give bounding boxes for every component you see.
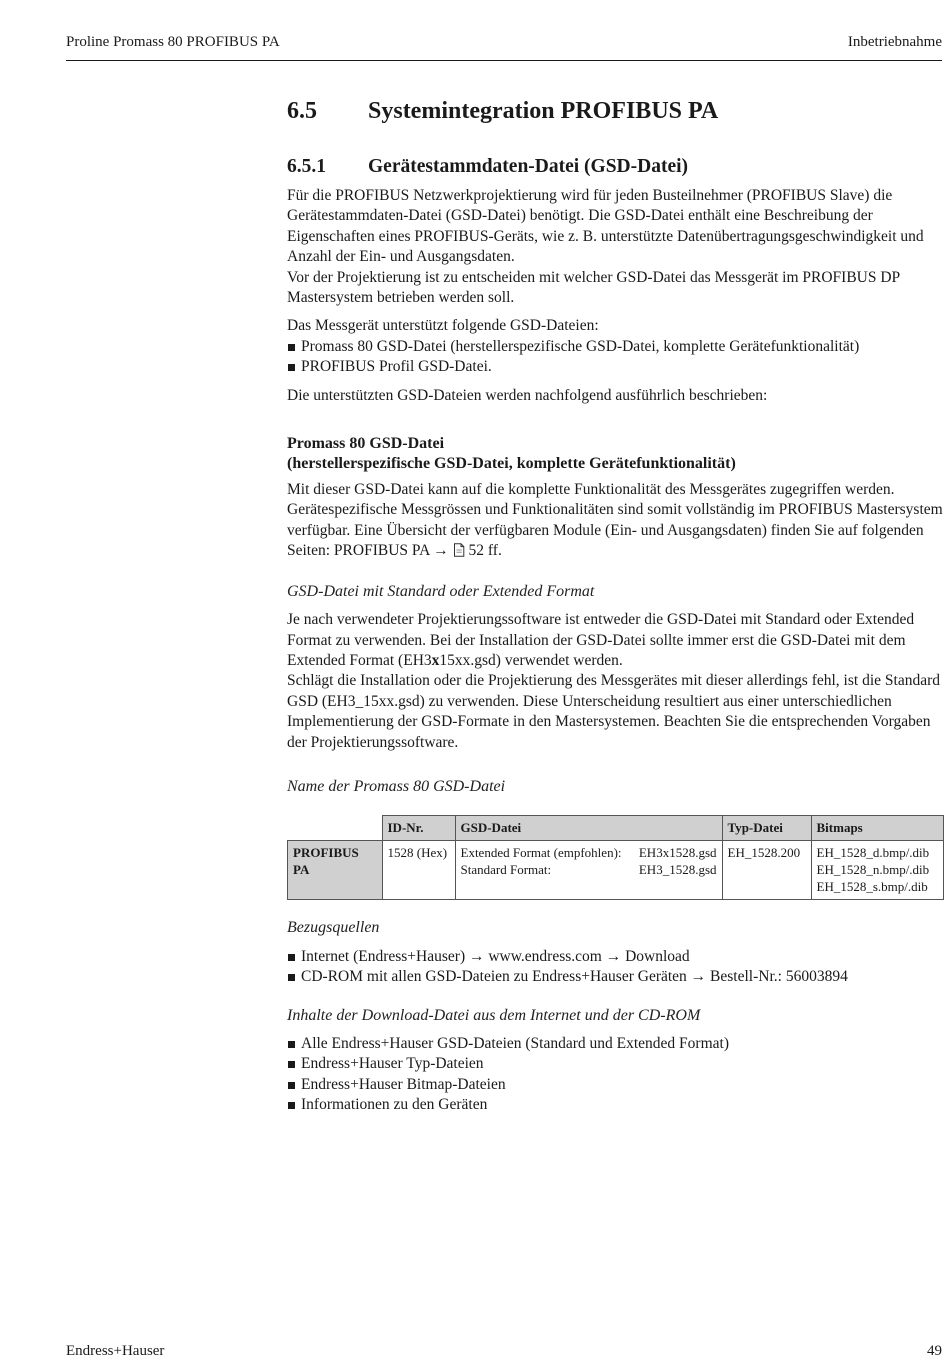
bitmap-file: EH_1528_s.bmp/.dib	[816, 879, 928, 895]
list-item: CD-ROM mit allen GSD-Dateien zu Endress+Hauser Geräten → Bestell-Nr.: 56003894	[287, 967, 943, 987]
table-corner-cell	[288, 816, 383, 841]
format-text-a: Je nach verwendeter Projektierungssoftware ist entweder die GSD-Datei mit Standard oder Extended Format zu verwenden. Bei der Installation der GSD-Datei sollte immer erst die GSD-Datei mit dem Extended Format (EH3	[287, 611, 915, 669]
gsd-cell	[455, 841, 722, 900]
bitmaps-cell	[811, 841, 944, 900]
subsection-heading	[287, 154, 943, 180]
gsd-file-table	[287, 815, 944, 900]
list-item: Alle Endress+Hauser GSD-Dateien (Standard und Extended Format)	[287, 1034, 943, 1054]
section-heading	[287, 96, 943, 126]
row-header: PROFIBUS PA	[288, 841, 383, 900]
bitmap-file: EH_1528_n.bmp/.dib	[816, 862, 930, 878]
list-item: Informationen zu den Geräten	[287, 1095, 943, 1115]
format-paragraph-2: Schlägt die Installation oder die Projektierung des Messgerätes mit dieser allerdings fehl, ist die Standard GSD (EH3_15xx.gsd) zu verwenden. Diese Unterscheidung resultiert aus einer unterschiedlichen Implementierung der GSD-Formate in den Mastersystemen. Beachten Sie die entsprechenden Vorgaben der Projektierungssoftware.	[287, 672, 940, 751]
table-row	[288, 841, 944, 900]
promass-heading	[287, 434, 943, 474]
header-document-title: Proline Promass 80 PROFIBUS PA	[66, 34, 280, 50]
section-title: Systemintegration PROFIBUS PA	[368, 98, 719, 124]
list-item: Promass 80 GSD-Datei (herstellerspezifische GSD-Datei, komplette Gerätefunktionalität)	[287, 337, 943, 357]
main-content	[287, 96, 943, 1124]
contents-list	[287, 1034, 943, 1116]
column-header: Bitmaps	[811, 816, 944, 841]
extended-format-file: EH3x1528.gsd	[638, 845, 717, 861]
subsection-title: Gerätestammdaten-Datei (GSD-Datei)	[368, 156, 689, 177]
format-text-bold: x	[431, 651, 440, 669]
list-item: Endress+Hauser Typ-Dateien	[287, 1054, 943, 1074]
list-item: Internet (Endress+Hauser) → www.endress.com → Download	[287, 947, 943, 967]
gsd-types-list	[287, 337, 943, 378]
header-chapter-title: Inbetriebnahme	[847, 34, 942, 50]
footer-company: Endress+Hauser	[66, 1343, 165, 1359]
page-reference-link[interactable]: 52 ff.	[468, 542, 502, 560]
promass-heading-line-1: Promass 80 GSD-Datei	[287, 435, 445, 453]
intro-paragraph-3: Das Messgerät unterstützt folgende GSD-Dateien:	[287, 317, 599, 335]
intro-paragraph-2: Vor der Projektierung ist zu entscheiden mit welcher GSD-Datei das Messgerät im PROFIBUS DP Mastersystem betrieben werden soll.	[287, 268, 900, 307]
column-header: ID-Nr.	[382, 816, 455, 841]
page-header	[66, 32, 942, 52]
format-paragraph-1	[287, 610, 943, 671]
page-footer	[66, 1343, 942, 1360]
standard-format-file: EH3_1528.gsd	[638, 862, 717, 878]
format-text-b: 15xx.gsd) verwendet werden.	[439, 651, 623, 669]
list-item: Endress+Hauser Bitmap-Dateien	[287, 1075, 943, 1095]
standard-format-label: Standard Format:	[460, 862, 552, 878]
gsd-name-heading: Name der Promass 80 GSD-Datei	[287, 777, 506, 795]
format-heading: GSD-Datei mit Standard oder Extended Format	[287, 582, 595, 600]
promass-text: Mit dieser GSD-Datei kann auf die komplette Funktionalität des Messgerätes zugegriffen werden. Gerätespezifische Messgrössen und Funktionalitäten sind somit vollständig im PROFIBUS Mastersystem verfügbar. Eine Übersicht der verfügbaren Module (Ein- und Ausgangsdaten) finden Sie auf folgenden Seiten: PROFIBUS PA →	[287, 481, 943, 560]
subsection-number: 6.5.1	[287, 156, 326, 177]
column-header: Typ-Datei	[722, 816, 811, 841]
bitmap-file: EH_1528_d.bmp/.dib	[816, 845, 930, 861]
list-item: PROFIBUS Profil GSD-Datei.	[287, 357, 943, 377]
contents-heading: Inhalte der Download-Datei aus dem Internet und der CD-ROM	[287, 1006, 701, 1024]
header-divider	[66, 60, 942, 61]
promass-paragraph	[287, 480, 943, 564]
typ-cell: EH_1528.200	[722, 841, 811, 900]
section-number: 6.5	[287, 98, 317, 124]
sources-heading: Bezugsquellen	[287, 919, 380, 937]
table-header-row	[288, 816, 944, 841]
sources-list	[287, 947, 943, 988]
extended-format-line	[461, 844, 717, 861]
page-reference-icon	[453, 543, 465, 563]
column-header: GSD-Datei	[455, 816, 722, 841]
extended-format-label: Extended Format (empfohlen):	[460, 845, 622, 861]
page-number: 49	[927, 1343, 942, 1359]
intro-paragraph-4: Die unterstützten GSD-Dateien werden nachfolgend ausführlich beschrieben:	[287, 386, 768, 404]
promass-heading-line-2: (herstellerspezifische GSD-Datei, komplette Gerätefunktionalität)	[287, 455, 736, 473]
standard-format-line	[461, 861, 717, 878]
id-cell: 1528 (Hex)	[382, 841, 455, 900]
intro-paragraph-1: Für die PROFIBUS Netzwerkprojektierung wird für jeden Busteilnehmer (PROFIBUS Slave) die Gerätestammdaten-Datei (GSD-Datei) benötigt. Die GSD-Datei enthält eine Beschreibung der Eigenschaften eines PROFIBUS-Geräts, wie z. B. unterstützte Datenübertragungsgeschwindigkeit und Anzahl der Ein- und Ausgangsdaten.	[287, 187, 924, 266]
